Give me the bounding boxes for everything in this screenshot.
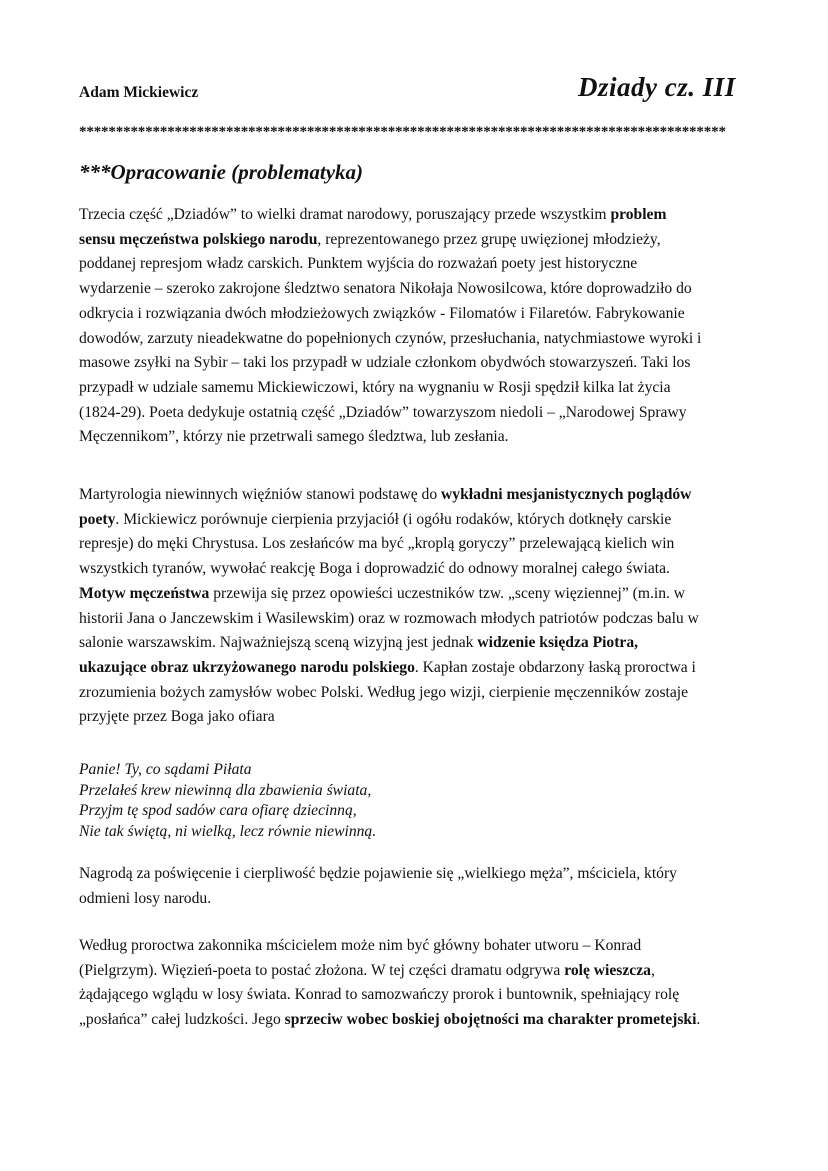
text-line xyxy=(79,705,699,730)
text-segment: . Kapłan zostaje obdarzony łaską proroctwa i xyxy=(414,658,696,676)
separator-line: **************************************************************************************** xyxy=(79,124,726,140)
text-line xyxy=(79,425,701,450)
text-segment: wszystkich tyranów, wywołać reakcję Boga i doprowadzić do odnowy moralnej całego świata. xyxy=(79,560,670,578)
text-line xyxy=(79,887,677,912)
text-segment: (Pielgrzym). Więzień-poeta to postać złożona. W tej części dramatu odgrywa xyxy=(79,961,565,979)
text-segment: wydarzenie – szeroko zakrojone śledztwo senatora Nikołaja Nowosilcowa, które doprowadziło do xyxy=(79,280,692,298)
text-line xyxy=(79,302,701,327)
text-line xyxy=(79,327,701,352)
text-line xyxy=(79,351,701,376)
text-line xyxy=(79,983,700,1008)
poem-line: Panie! Ty, co sądami Piłata xyxy=(79,761,252,778)
bold-text: Motyw męczeństwa xyxy=(79,584,210,602)
text-segment: , reprezentowanego przez grupę uwięzionej młodzieży, xyxy=(317,230,661,248)
text-segment: Męczennikom”, którzy nie przetrwali samego śledztwa, lub zesłania. xyxy=(79,428,509,446)
text-line xyxy=(79,508,699,533)
text-segment: odmieni losy narodu. xyxy=(79,889,212,907)
text-segment: „posłańca” całej ludzkości. Jego xyxy=(79,1011,285,1029)
bold-text: ukazujące obraz ukrzyżowanego narodu polskiego xyxy=(79,658,415,676)
bold-text: wykładni mesjanistycznych poglądów xyxy=(441,486,692,503)
paragraph-4 xyxy=(79,934,700,1033)
text-line xyxy=(79,203,701,228)
text-line xyxy=(79,582,699,607)
text-line xyxy=(79,277,701,302)
text-line xyxy=(79,862,677,887)
text-line xyxy=(79,483,699,508)
text-segment: zrozumienia bożych zamysłów wobec Polski. Według jego wizji, cierpienie męczenników zostaje xyxy=(79,683,689,701)
text-line xyxy=(79,681,699,706)
text-line xyxy=(79,607,699,632)
bold-text: rolę wieszcza xyxy=(564,961,651,979)
text-line xyxy=(79,1008,700,1033)
paragraph-2 xyxy=(79,483,699,730)
text-segment: Martyrologia niewinnych więźniów stanowi podstawę do xyxy=(79,486,442,503)
text-segment: poddanej represjom władz carskich. Punktem wyjścia do rozważań poety jest historyczne xyxy=(79,255,638,273)
text-line xyxy=(79,252,701,277)
poem-line: Nie tak świętą, ni wielką, lecz równie niewinną. xyxy=(79,822,377,840)
poem-quote xyxy=(79,760,376,842)
author-name: Adam Mickiewicz xyxy=(79,84,199,101)
text-line xyxy=(79,934,700,959)
text-segment: Nagrodą za poświęcenie i cierpliwość będzie pojawienie się „wielkiego męża”, mściciela, który xyxy=(79,865,677,882)
text-line xyxy=(79,228,701,253)
document-title: Dziady cz. III xyxy=(578,72,736,102)
text-segment: represje) do męki Chrystusa. Los zesłańców ma być „kroplą goryczy” przelewającą kielich win xyxy=(79,535,675,553)
text-line xyxy=(79,401,701,426)
text-line xyxy=(79,557,699,582)
bold-text: sprzeciw wobec boskiej obojętności ma charakter prometejski xyxy=(284,1011,697,1029)
text-line xyxy=(79,532,699,557)
text-segment: przewija się przez opowieści uczestników tzw. „sceny więziennej” (m.in. w xyxy=(209,584,686,602)
bold-text: widzenie księdza Piotra, xyxy=(477,634,639,652)
text-line xyxy=(79,631,699,656)
bold-text: problem xyxy=(610,206,667,223)
text-segment: przyjęte przez Boga jako ofiara xyxy=(79,708,275,726)
paragraph-1 xyxy=(79,203,701,450)
text-segment: (1824-29). Poeta dedykuje ostatnią część „Dziadów” towarzyszom niedoli – „Narodowej Sprawy xyxy=(79,403,687,421)
text-segment: żądającego wglądu w losy świata. Konrad to samozwańczy prorok i buntownik, spełniający rolę xyxy=(79,986,680,1004)
text-segment: masowe zsyłki na Sybir – taki los przypadł w udziale członkom obydwóch stowarzyszeń. Taki los xyxy=(79,354,691,372)
text-segment: . Mickiewicz porównuje cierpienia przyjaciół (i ogółu rodaków, których dotknęły carskie xyxy=(115,510,672,528)
poem-line: Przelałeś krew niewinną dla zbawienia świata, xyxy=(79,781,372,799)
text-segment: przypadł w udziale samemu Mickiewiczowi, który na wygnaniu w Rosji spędził kilka lat życia xyxy=(79,378,671,396)
text-segment: odkrycia i rozwiązania dwóch młodzieżowych związków - Filomatów i Filaretów. Fabrykowanie xyxy=(79,304,685,322)
text-line xyxy=(79,376,701,401)
bold-text: poety xyxy=(79,510,116,528)
text-segment: dowodów, zarzuty nieadekwatne do popełnionych czynów, przesłuchania, natychmiastowe wyroki i xyxy=(79,329,702,347)
text-segment: Trzecia część „Dziadów” to wielki dramat narodowy, poruszający przede wszystkim xyxy=(79,206,611,223)
text-segment: salonie warszawskim. Najważniejszą sceną wizyjną jest jednak xyxy=(79,634,478,652)
section-heading: ***Opracowanie (problematyka) xyxy=(79,160,364,184)
paragraph-3 xyxy=(79,862,677,911)
text-segment: historii Jana o Janczewskim i Wasilewskim) oraz w rozmowach młodych patriotów podczas balu w xyxy=(79,609,699,627)
text-line xyxy=(79,959,700,984)
bold-text: sensu męczeństwa polskiego narodu xyxy=(79,230,318,248)
text-segment: . xyxy=(696,1011,701,1029)
text-line xyxy=(79,656,699,681)
poem-line: Przyjm tę spod sadów cara ofiarę dziecinną, xyxy=(79,802,357,820)
text-segment: Według proroctwa zakonnika mścicielem może nim być główny bohater utworu – Konrad xyxy=(79,937,642,954)
text-segment: , xyxy=(650,961,655,979)
